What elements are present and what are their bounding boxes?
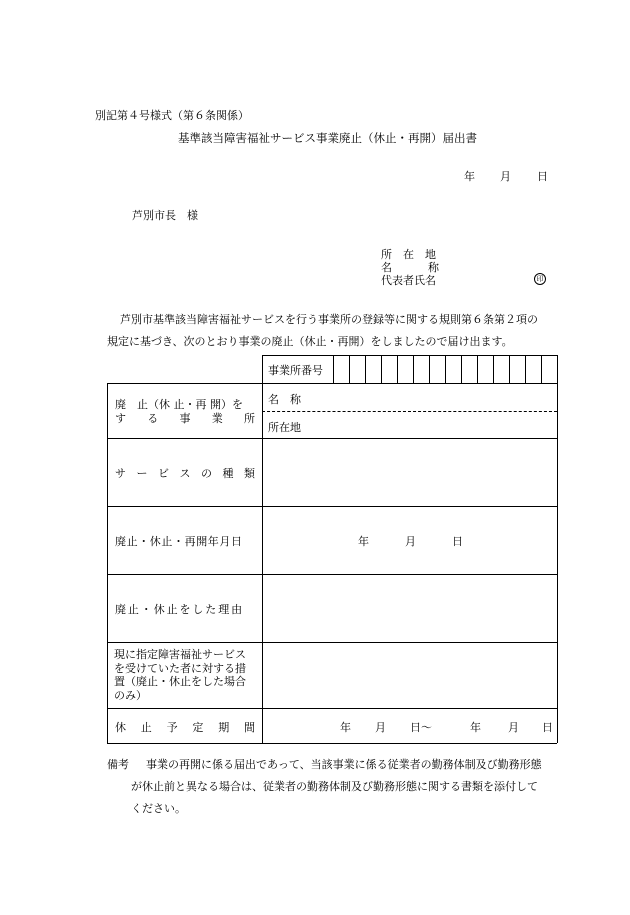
remarks-label: 備考 (107, 758, 129, 771)
applicant-name-label-1: 名 (381, 261, 392, 274)
date-month: 月 (500, 170, 511, 183)
period-end-day: 日 (542, 721, 553, 734)
body-text-line-2: 規定に基づき、次のとおり事業の廃止（休止・再開）をしましたので届け出ます。 (107, 335, 513, 348)
date-day: 日 (537, 170, 548, 183)
date-year: 年 (464, 170, 475, 183)
facility-label-line-1: 廃 止（休 止・再 開）を (115, 398, 243, 411)
remarks-line-2: が休止前と異なる場合は、従業者の勤務体制及び勤務形態に関する書類を添付して (131, 780, 538, 793)
date-row-month: 月 (405, 535, 416, 548)
reason-label: 廃止・休止をした理由 (115, 603, 244, 616)
remarks-line-1: 事業の再開に係る届出であって、当該事業に係る従業者の勤務体制及び勤務形態 (146, 758, 542, 771)
form-number: 別記第４号様式（第６条関係） (95, 109, 249, 122)
facility-name-label: 名 称 (268, 393, 301, 406)
service-type-label: サ ー ビ ス の 種 類 (115, 467, 255, 480)
addressee: 芦別市長 様 (132, 209, 198, 222)
period-end-month: 月 (508, 721, 519, 734)
period-start-month: 月 (375, 721, 386, 734)
date-row-year: 年 (358, 535, 369, 548)
applicant-address-label: 所 在 地 (381, 248, 436, 261)
date-row-day: 日 (452, 535, 463, 548)
period-start-day: 日〜 (410, 721, 432, 734)
facility-location-label: 所在地 (268, 421, 301, 434)
office-number-label: 事業所番号 (268, 364, 323, 377)
measures-label: 現に指定障害福祉サービス を受けていた者に対する措 置（廃止・休止をした場合 のみ） (114, 648, 246, 702)
period-label: 休 止 予 定 期 間 (115, 721, 255, 734)
applicant-name-label-2: 称 (428, 261, 439, 274)
body-text-line-1: 芦別市基準該当障害福祉サービスを行う事業所の登録等に関する規則第６条第２項の (120, 313, 538, 326)
period-end-year: 年 (470, 721, 481, 734)
form-title: 基準該当障害福祉サービス事業廃止（休止・再開）届出書 (178, 131, 477, 145)
representative-label: 代表者氏名 (381, 274, 436, 287)
facility-label-line-2: す る 事 業 所 (115, 412, 255, 425)
date-row-label: 廃止・休止・再開年月日 (115, 535, 243, 548)
remarks-line-3: ください。 (131, 802, 186, 815)
period-start-year: 年 (340, 721, 351, 734)
seal-mark: 印 (534, 273, 546, 285)
